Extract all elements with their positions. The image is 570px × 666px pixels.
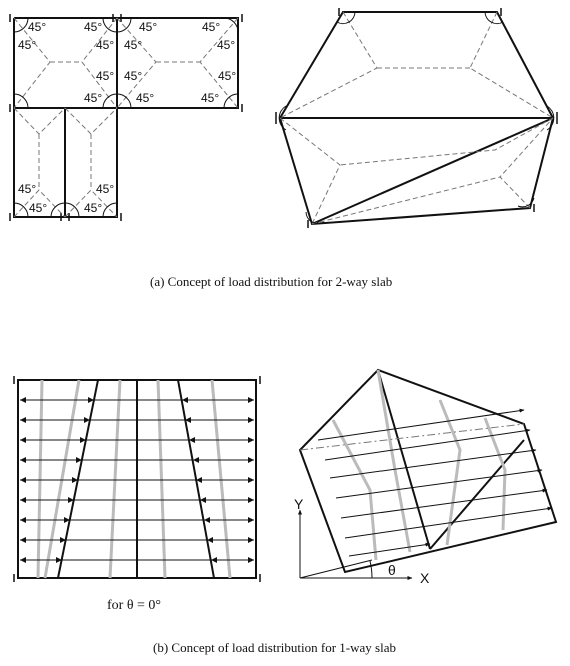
angle-label: 45° <box>96 38 115 52</box>
rotated-one-way-slab <box>294 370 556 586</box>
y-axis-label: Y <box>294 496 304 512</box>
l-shaped-slab-panel <box>10 14 242 221</box>
rect-slab-right-beam <box>178 380 214 578</box>
angle-label: 45° <box>28 20 47 34</box>
angle-label: 45° <box>96 69 115 83</box>
angle-labels <box>18 20 236 215</box>
angle-label: 45° <box>217 38 236 52</box>
rect-one-way-slab <box>14 376 260 582</box>
angle-label: 45° <box>29 201 48 215</box>
theta-label: θ <box>388 562 396 578</box>
theta-zero-caption: for θ = 0° <box>107 598 162 613</box>
angle-label: 45° <box>136 91 155 105</box>
hexagon-slab-panel <box>276 8 557 228</box>
angle-label: 45° <box>18 38 37 52</box>
angle-label: 45° <box>218 69 237 83</box>
angle-label: 45° <box>84 201 103 215</box>
angle-label: 45° <box>84 91 103 105</box>
caption-two-way: (a) Concept of load distribution for 2-way slab <box>150 274 393 289</box>
rotated-slab-strips <box>333 370 505 560</box>
caption-one-way: (b) Concept of load distribution for 1-way slab <box>153 640 396 655</box>
angle-label: 45° <box>84 20 103 34</box>
x-axis-label: X <box>420 570 430 586</box>
angle-label: 45° <box>124 38 143 52</box>
rect-slab-left-beam <box>58 380 98 578</box>
angle-label: 45° <box>124 69 143 83</box>
rotated-slab-span-arrows <box>318 410 552 556</box>
angle-label: 45° <box>96 182 115 196</box>
angle-label: 45° <box>139 20 158 34</box>
angle-label: 45° <box>18 182 37 196</box>
angle-label: 45° <box>201 91 220 105</box>
angle-label: 45° <box>202 20 221 34</box>
coordinate-axes <box>294 496 430 586</box>
